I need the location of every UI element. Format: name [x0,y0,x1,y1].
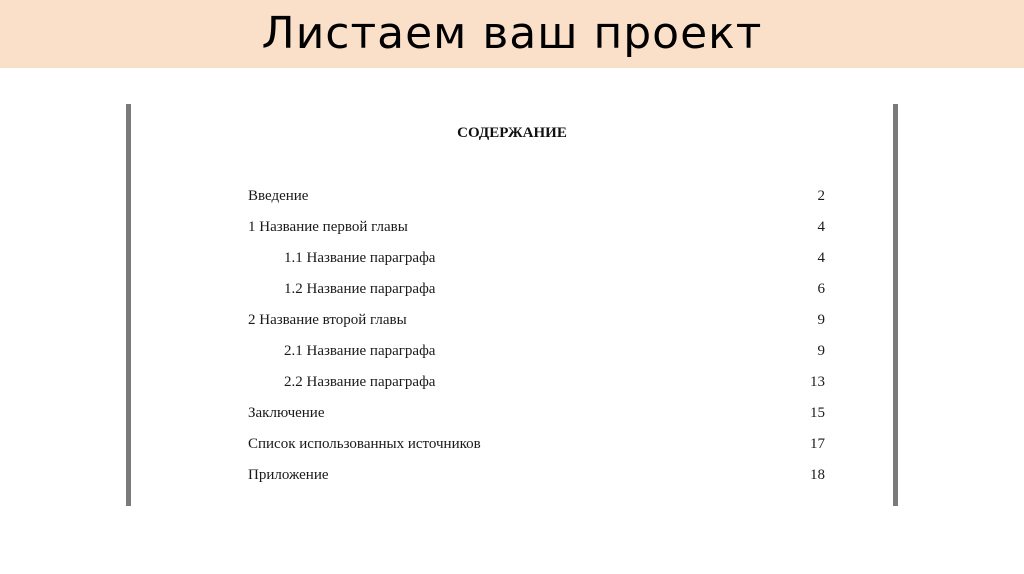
toc-entry-label: Приложение [248,467,329,483]
toc-entry [131,467,893,489]
toc-entry-page: 4 [817,219,825,235]
toc-entry [131,188,893,210]
toc-entry-label: Список использованных источников [248,436,481,452]
toc-entry [131,219,893,241]
toc-heading: СОДЕРЖАНИЕ [457,125,567,141]
toc-entry [131,343,893,365]
toc-entry-label: 1.2 Название параграфа [284,281,436,297]
toc-entry [131,405,893,427]
toc-entry-page: 18 [810,467,825,483]
toc-entry-page: 9 [817,312,825,328]
title-bar [0,0,1024,68]
slide-title: Листаем ваш проект [261,8,763,59]
toc-entry-label: 2.2 Название параграфа [284,374,436,390]
toc-entry-label: 1 Название первой главы [248,219,408,235]
toc-entry-page: 4 [817,250,825,266]
toc-entry [131,436,893,458]
toc-entry-label: 1.1 Название параграфа [284,250,436,266]
toc-entry-label: 2.1 Название параграфа [284,343,436,359]
document-page [131,104,893,506]
toc-entry [131,374,893,396]
toc-entry [131,281,893,303]
document-right-border [893,104,898,506]
toc-entry-label: Введение [248,188,309,204]
toc-entry-label: Заключение [248,405,325,421]
toc-entry-label: 2 Название второй главы [248,312,407,328]
toc-entry-page: 9 [817,343,825,359]
toc-entry [131,312,893,334]
toc-entry-page: 15 [810,405,825,421]
toc-entry [131,250,893,272]
toc-entry-page: 2 [817,188,825,204]
toc-entry-page: 17 [810,436,825,452]
toc-entry-page: 13 [810,374,825,390]
toc-entry-page: 6 [817,281,825,297]
